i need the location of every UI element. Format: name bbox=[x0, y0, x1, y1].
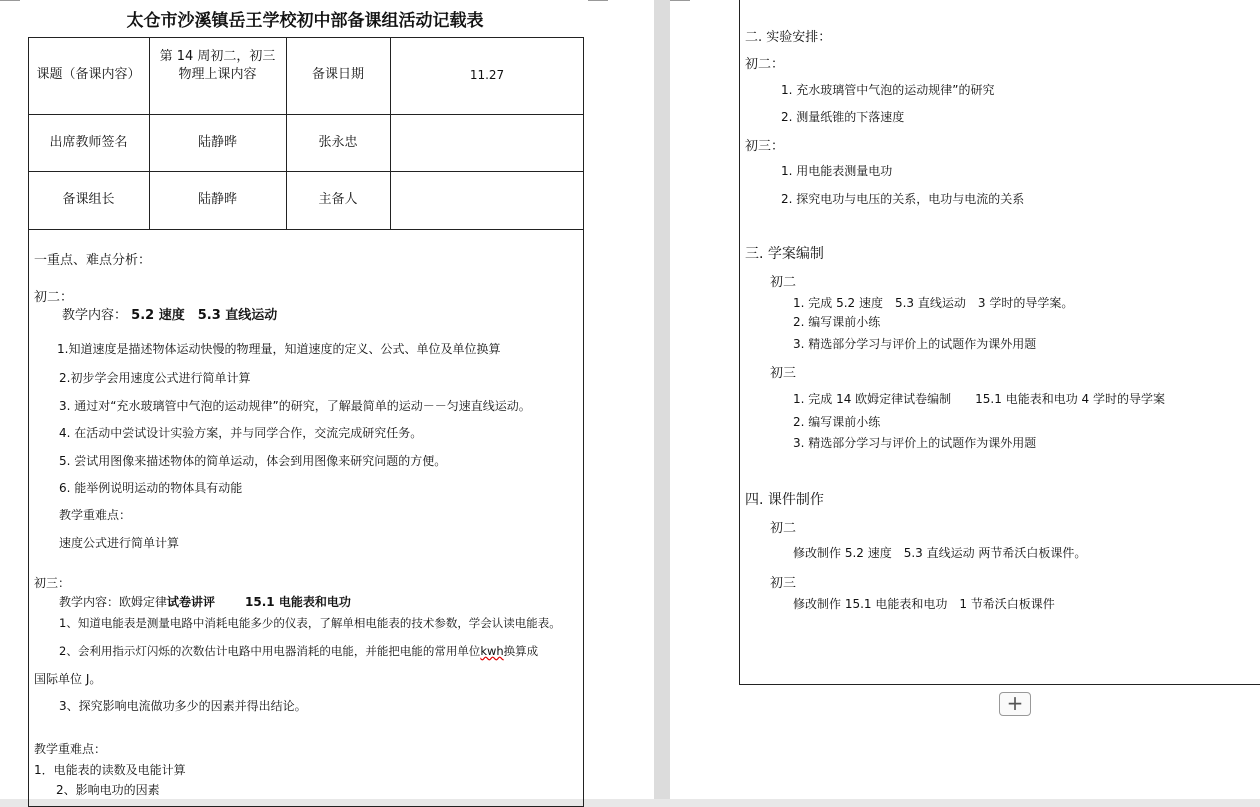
study-plan-heading: 三. 学案编制 bbox=[745, 246, 824, 262]
page-gap bbox=[654, 0, 670, 799]
table-rule bbox=[28, 114, 584, 115]
grade3-objective: 3、探究影响电流做功多少的因素并得出结论。 bbox=[59, 699, 307, 713]
topic-content-line1: 第 14 周初二，初三 bbox=[159, 49, 276, 64]
grade3-objective-part: 换算成 bbox=[503, 644, 539, 658]
study-plan-grade2-item: 3. 精选部分学习与评价上的试题作为课外用题 bbox=[793, 337, 1037, 351]
table-rule bbox=[28, 171, 584, 172]
grade3-content-topic: 15.1 电能表和电功 bbox=[245, 595, 351, 609]
experiments-heading: 二. 实验安排： bbox=[745, 30, 832, 45]
courseware-heading: 四. 课件制作 bbox=[745, 492, 824, 508]
grade3-key-item: 1．电能表的读数及电能计算 bbox=[34, 763, 186, 777]
add-page-button[interactable]: + bbox=[999, 692, 1031, 716]
grade2-objective: 3. 通过对“充水玻璃管中气泡的运动规律”的研究，了解最简单的运动－－匀速直线运动。 bbox=[59, 399, 531, 413]
date-label: 备课日期 bbox=[311, 67, 364, 82]
grade3-content-prefix: 教学内容：欧姆定律 bbox=[59, 595, 168, 609]
crop-mark bbox=[670, 0, 690, 1]
grade2-content-topics: 5.2 速度 5.3 直线运动 bbox=[131, 308, 278, 323]
courseware-grade3-text: 修改制作 15.1 电能表和电功 1 节希沃白板课件 bbox=[793, 597, 1055, 611]
grade3-objective: 1、知道电能表是测量电路中消耗电能多少的仪表，了解单相电能表的技术参数，学会认读电能表。 bbox=[59, 616, 561, 630]
topic-label: 课题（备课内容） bbox=[36, 67, 141, 82]
grade3-key-item: 2、影响电功的因素 bbox=[56, 783, 160, 797]
grade3-key-label: 教学重难点： bbox=[34, 742, 107, 756]
grade2-objective: 6. 能举例说明运动的物体具有动能 bbox=[59, 481, 243, 495]
main-preparer-label: 主备人 bbox=[318, 192, 358, 207]
experiments-grade2-label: 初二： bbox=[745, 57, 785, 72]
grade2-key-label: 教学重难点： bbox=[59, 508, 132, 522]
grade2-content bbox=[62, 304, 277, 323]
analysis-heading: 一重点、难点分析： bbox=[34, 253, 152, 268]
grade3-content-review: 试卷讲评 bbox=[167, 595, 216, 609]
grade2-content-prefix: 教学内容： bbox=[62, 308, 128, 323]
crop-mark bbox=[588, 0, 608, 1]
grade3-content bbox=[59, 593, 351, 610]
teacher-signature-1: 陆静晔 bbox=[197, 135, 237, 150]
crop-mark bbox=[0, 0, 20, 1]
grade3-objective bbox=[59, 643, 538, 659]
document-title: 太仓市沙溪镇岳王学校初中部备课组活动记载表 bbox=[126, 11, 484, 31]
grade3-objective-part: 2、会利用指示灯闪烁的次数估计电路中用电器消耗的电能，并能把电能的常用单位 bbox=[59, 644, 481, 658]
experiments-grade3-label: 初三： bbox=[745, 139, 785, 154]
record-table bbox=[28, 37, 584, 807]
grade3-objective-continued: 国际单位 J。 bbox=[34, 672, 102, 686]
study-plan-grade3-item: 1. 完成 14 欧姆定律试卷编制 15.1 电能表和电功 4 学时的导学案 bbox=[793, 392, 1165, 406]
grade2-label: 初二： bbox=[34, 290, 74, 305]
experiments-grade2-item: 2. 测量纸锥的下落速度 bbox=[781, 110, 905, 124]
courseware-grade2-label: 初二 bbox=[770, 521, 797, 536]
grade2-objective: 5. 尝试用图像来描述物体的简单运动，体会到用图像来研究问题的方便。 bbox=[59, 454, 447, 468]
grade2-key-value: 速度公式进行简单计算 bbox=[59, 536, 180, 550]
courseware-grade3-label: 初三 bbox=[770, 576, 797, 591]
kwh-unit: kwh bbox=[480, 644, 504, 658]
experiments-grade3-item: 1. 用电能表测量电功 bbox=[781, 164, 893, 178]
teacher-signature-2: 张永忠 bbox=[318, 135, 358, 150]
table-rule bbox=[28, 229, 584, 230]
group-leader-label: 备课组长 bbox=[62, 192, 115, 207]
study-plan-grade3-item: 3. 精选部分学习与评价上的试题作为课外用题 bbox=[793, 436, 1037, 450]
topic-content-line2: 物理上课内容 bbox=[178, 67, 257, 82]
group-leader-value: 陆静晔 bbox=[197, 192, 237, 207]
study-plan-grade2-item: 2. 编写课前小练 bbox=[793, 315, 881, 329]
study-plan-grade2-label: 初二 bbox=[770, 275, 797, 290]
study-plan-grade2-item: 1. 完成 5.2 速度 5.3 直线运动 3 学时的导学案。 bbox=[793, 296, 1074, 310]
attendance-label: 出席教师签名 bbox=[49, 135, 128, 150]
study-plan-grade3-item: 2. 编写课前小练 bbox=[793, 415, 881, 429]
grade2-objective: 4. 在活动中尝试设计实验方案，并与同学合作，交流完成研究任务。 bbox=[59, 426, 423, 440]
experiments-grade3-item: 2. 探究电功与电压的关系，电功与电流的关系 bbox=[781, 192, 1025, 206]
courseware-grade2-text: 修改制作 5.2 速度 5.3 直线运动 两节希沃白板课件。 bbox=[793, 546, 1087, 560]
study-plan-grade3-label: 初三 bbox=[770, 366, 797, 381]
date-value: 11.27 bbox=[469, 68, 505, 82]
grade2-objective: 1.知道速度是描述物体运动快慢的物理量，知道速度的定义、公式、单位及单位换算 bbox=[57, 342, 501, 356]
grade2-objective: 2.初步学会用速度公式进行简单计算 bbox=[59, 371, 251, 385]
experiments-grade2-item: 1. 充水玻璃管中气泡的运动规律”的研究 bbox=[781, 83, 995, 97]
grade3-label: 初三： bbox=[34, 576, 71, 590]
